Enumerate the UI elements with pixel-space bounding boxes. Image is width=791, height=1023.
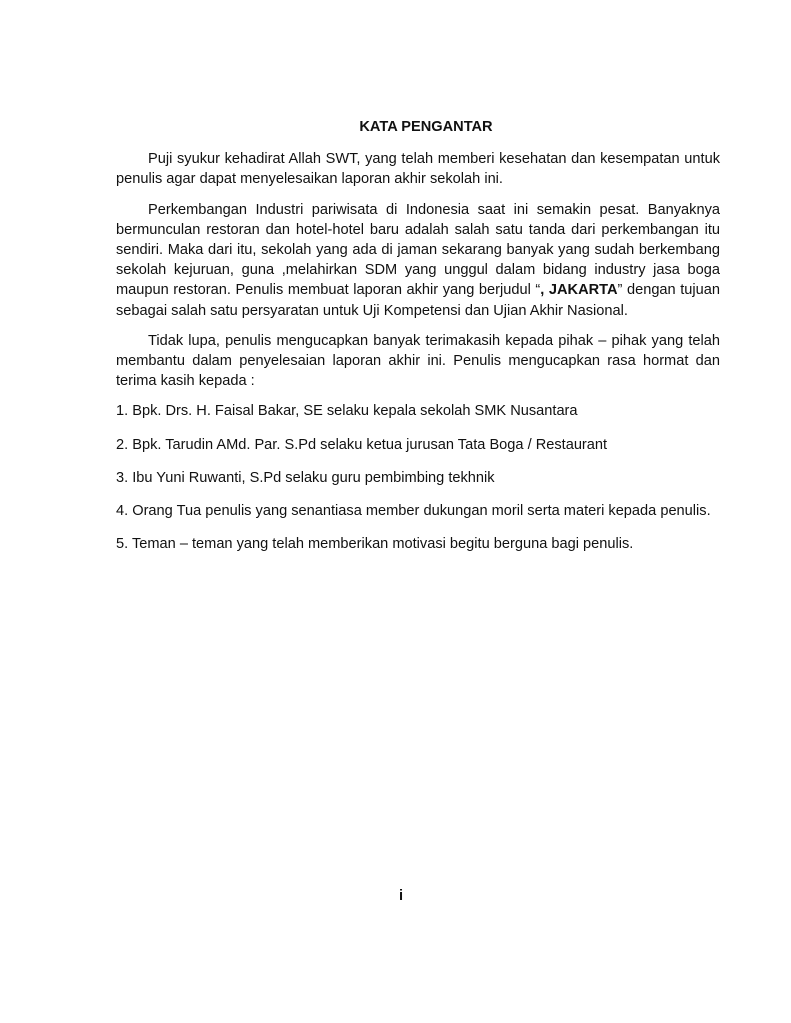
paragraph-background-text: Perkembangan Industri pariwisata di Indonesia saat ini semakin pesat. Banyaknya bermunculan restoran dan hotel-hotel baru adalah salah satu tanda dari perkembangan itu sendiri. Maka dari itu, sekolah yang ada di jaman sekarang banyak yang sudah berkembang sekolah kejuruan, guna ,melahirkan SDM yang unggul dalam bidang industry jasa boga maupun restoran. Penulis membuat laporan akhir yang berjudul “ [116,201,720,299]
page-title: KATA PENGANTAR [359,119,493,135]
paragraph-thanks: Tidak lupa, penulis mengucapkan banyak terimakasih kepada pihak – pihak yang telah membantu dalam penyelesaian laporan akhir ini. Penulis mengucapkan rasa hormat dan terima kasih kepada : [116,332,720,390]
acknowledgement-item-3: 3. Ibu Yuni Ruwanti, S.Pd selaku guru pembimbing tekhnik [116,469,495,486]
paragraph-background-ending: ” dengan tujuan sebagai salah satu persyaratan untuk Uji Kompetensi dan Ujian Akhir Nasional. [116,282,720,319]
paragraph-opening: Puji syukur kehadirat Allah SWT, yang telah memberi kesehatan dan kesempatan untuk penulis agar dapat menyelesaikan laporan akhir sekolah ini. [116,151,720,188]
page-number: i [398,888,404,904]
acknowledgement-item-5: 5. Teman – teman yang telah memberikan motivasi begitu berguna bagi penulis. [116,536,634,553]
document-body [116,117,720,567]
report-title-bold: , JAKARTA [540,282,618,299]
acknowledgement-item-2: 2. Bpk. Tarudin AMd. Par. S.Pd selaku ketua jurusan Tata Boga / Restaurant [116,436,608,453]
paragraph-background [116,200,720,321]
acknowledgement-item-4: 4. Orang Tua penulis yang senantiasa member dukungan moril serta materi kepada penulis. [116,503,711,520]
acknowledgement-item-1: 1. Bpk. Drs. H. Faisal Bakar, SE selaku kepala sekolah SMK Nusantara [116,403,578,420]
